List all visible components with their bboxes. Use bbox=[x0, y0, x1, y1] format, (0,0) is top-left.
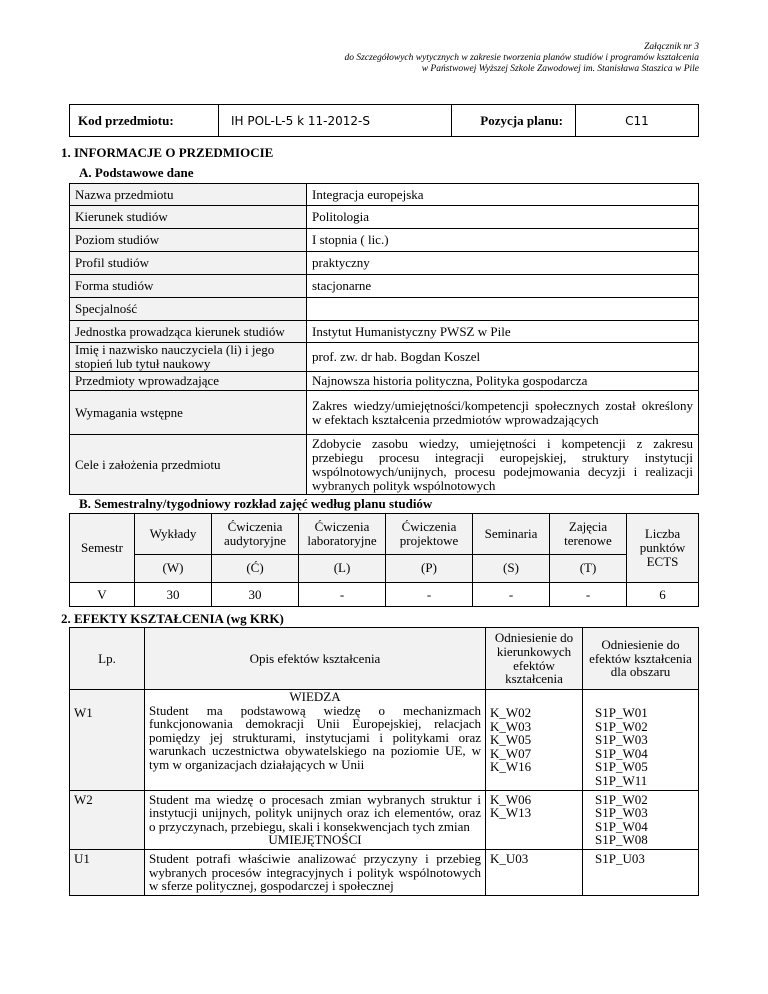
row-value: Najnowsza historia polityczna, Polityka gospodarcza bbox=[307, 372, 699, 391]
plan-position-label: Pozycja planu: bbox=[452, 105, 576, 137]
table-row bbox=[70, 849, 699, 895]
hours-value: 30 bbox=[135, 583, 212, 607]
attachment-header bbox=[345, 42, 699, 75]
area-ref: S1P_W03 bbox=[595, 805, 648, 821]
row-label: Jednostka prowadząca kierunek studiów bbox=[70, 321, 307, 343]
area-ref: S1P_W05 bbox=[595, 759, 648, 775]
outcome-lp: W2 bbox=[70, 790, 145, 849]
column-abbr: (S) bbox=[473, 554, 550, 583]
outcomes-header-row bbox=[70, 628, 699, 690]
row-label: Nazwa przedmiotu bbox=[70, 184, 307, 206]
table-row bbox=[70, 790, 699, 849]
row-label: Kierunek studiów bbox=[70, 206, 307, 229]
table-row bbox=[70, 372, 699, 391]
table-row bbox=[70, 298, 699, 321]
row-label: Poziom studiów bbox=[70, 229, 307, 252]
field-ref: K_W03 bbox=[490, 718, 532, 734]
area-references bbox=[583, 790, 699, 849]
row-label: Specjalność bbox=[70, 298, 307, 321]
subsection-a-title: A. Podstawowe dane bbox=[79, 165, 194, 180]
area-ref: S1P_W01 bbox=[595, 705, 648, 720]
row-value: Zdobycie zasobu wiedzy, umiejętności i kompetencji z zakresu przebiegu procesu integracji europejskiej, struktury instytucji wspólnotowych/unijnych, procesu podejmowania decyzji i realizacji wybranych polityk wspólnotowych bbox=[307, 435, 699, 495]
row-value: prof. zw. dr hab. Bogdan Koszel bbox=[307, 343, 699, 372]
schedule-header-row bbox=[70, 514, 699, 555]
description-header: Opis efektów kształcenia bbox=[145, 628, 486, 690]
field-ref: K_W06 bbox=[490, 791, 532, 807]
row-label: Cele i założenia przedmiotu bbox=[70, 435, 307, 495]
table-row bbox=[70, 252, 699, 275]
ects-label: Liczba punktów ECTS bbox=[627, 514, 699, 583]
outcome-lp: W1 bbox=[70, 690, 145, 791]
row-value: Zakres wiedzy/umiejętności/kompetencji społecznych został określony w efektach kształcenia przedmiotów wprowadzających bbox=[307, 391, 699, 435]
row-label: Forma studiów bbox=[70, 275, 307, 298]
outcome-description: Student ma wiedzę o procesach zmian wybranych struktur i instytucji unijnych, polityk unijnych oraz ich elementów, oraz o przyczynach, przebiegu, skali i konsekwencjach tych zmian bbox=[149, 791, 481, 834]
column-abbr: (P) bbox=[386, 554, 473, 583]
column-name: Ćwiczenia laboratoryjne bbox=[299, 514, 386, 555]
table-row bbox=[70, 275, 699, 298]
area-ref: S1P_W08 bbox=[595, 832, 648, 848]
row-value: praktyczny bbox=[307, 252, 699, 275]
table-row bbox=[70, 391, 699, 435]
row-label: Przedmioty wprowadzające bbox=[70, 372, 307, 391]
group-umiejetnosci-label: UMIEJĘTNOŚCI bbox=[268, 832, 362, 848]
hours-value: - bbox=[473, 583, 550, 607]
area-ref: S1P_W04 bbox=[595, 818, 648, 834]
area-references bbox=[583, 849, 699, 895]
table-row bbox=[70, 343, 699, 372]
field-ref: K_W07 bbox=[490, 745, 532, 761]
area-ref: S1P_W04 bbox=[595, 745, 648, 761]
row-label: Wymagania wstępne bbox=[70, 391, 307, 435]
column-name: Ćwiczenia projektowe bbox=[386, 514, 473, 555]
semester-label: Semestr bbox=[70, 514, 135, 583]
field-ref: K_W05 bbox=[490, 732, 532, 748]
basic-data-table bbox=[69, 183, 699, 495]
subsection-b-title: B. Semestralny/tygodniowy rozkład zajęć według planu studiów bbox=[79, 496, 433, 511]
area-ref: S1P_W11 bbox=[595, 772, 648, 788]
field-ref: K_W13 bbox=[490, 805, 532, 821]
row-value: Politologia bbox=[307, 206, 699, 229]
field-ref: K_U03 bbox=[490, 850, 529, 866]
field-references bbox=[486, 690, 583, 791]
ects-value: 6 bbox=[627, 583, 699, 607]
course-code-box bbox=[69, 104, 699, 137]
plan-position-value: C11 bbox=[576, 105, 699, 137]
field-reference-header: Odniesienie do kierunkowych efektów kształcenia bbox=[486, 628, 583, 690]
schedule-value-row bbox=[70, 583, 699, 607]
field-references bbox=[486, 790, 583, 849]
course-code-value: IH POL-L-5 k 11-2012-S bbox=[219, 105, 452, 137]
group-wiedza-label: WIEDZA bbox=[289, 689, 341, 704]
attachment-number: Załącznik nr 3 bbox=[644, 42, 699, 52]
table-row bbox=[70, 690, 699, 791]
column-abbr: (W) bbox=[135, 554, 212, 583]
table-row bbox=[70, 435, 699, 495]
course-code-label: Kod przedmiotu: bbox=[70, 105, 219, 137]
hours-value: - bbox=[299, 583, 386, 607]
section-1-title: 1. INFORMACJE O PRZEDMIOCIE bbox=[61, 145, 274, 160]
column-name: Ćwiczenia audytoryjne bbox=[212, 514, 299, 555]
row-value: stacjonarne bbox=[307, 275, 699, 298]
column-abbr: (Ć) bbox=[212, 554, 299, 583]
row-value: Instytut Humanistyczny PWSZ w Pile bbox=[307, 321, 699, 343]
table-row bbox=[70, 229, 699, 252]
schedule-abbr-row bbox=[70, 554, 699, 583]
column-name: Wykłady bbox=[135, 514, 212, 555]
schedule-table bbox=[69, 513, 699, 607]
hours-value: - bbox=[550, 583, 627, 607]
area-reference-header: Odniesienie do efektów kształcenia dla obszaru bbox=[583, 628, 699, 690]
row-label: Imię i nazwisko nauczyciela (li) i jego stopień lub tytuł naukowy bbox=[70, 343, 307, 372]
area-ref: S1P_W02 bbox=[595, 718, 648, 734]
outcome-description: Student ma podstawową wiedzę o mechanizmach funkcjonowania demokracji Unii Europejskiej, relacjach pomiędzy jej strukturami, instytucjami i politykami oraz warunkach uczestnictwa obywatelskiego na poziomie UE, w tym w organizacjach działających w Unii bbox=[149, 702, 481, 772]
lp-header: Lp. bbox=[70, 628, 145, 690]
institution-name: w Państwowej Wyższej Szkole Zawodowej im. Stanisława Staszica w Pile bbox=[421, 64, 699, 74]
outcome-lp: U1 bbox=[70, 849, 145, 895]
section-2-title: 2. EFEKTY KSZTAŁCENIA (wg KRK) bbox=[61, 611, 284, 626]
table-row bbox=[70, 321, 699, 343]
hours-value: 30 bbox=[212, 583, 299, 607]
area-ref: S1P_W02 bbox=[595, 791, 648, 807]
area-ref: S1P_U03 bbox=[595, 850, 645, 866]
area-references bbox=[583, 690, 699, 791]
column-name: Seminaria bbox=[473, 514, 550, 555]
table-row bbox=[70, 184, 699, 206]
field-ref: K_W02 bbox=[490, 705, 532, 720]
row-value bbox=[307, 298, 699, 321]
semester-value: V bbox=[70, 583, 135, 607]
learning-outcomes-table bbox=[69, 627, 699, 896]
hours-value: - bbox=[386, 583, 473, 607]
outcome-description: Student potrafi właściwie analizować przyczyny i przebieg wybranych procesów integracyjnych i polityk wspólnotowych w sferze politycznej, gospodarczej i społecznej bbox=[145, 849, 486, 895]
column-abbr: (L) bbox=[299, 554, 386, 583]
field-ref: K_W16 bbox=[490, 759, 532, 775]
row-label: Profil studiów bbox=[70, 252, 307, 275]
attachment-reference: do Szczegółowych wytycznych w zakresie tworzenia planów studiów i programów kształcenia bbox=[344, 53, 699, 63]
column-name: Zajęcia terenowe bbox=[550, 514, 627, 555]
row-value: Integracja europejska bbox=[307, 184, 699, 206]
column-abbr: (T) bbox=[550, 554, 627, 583]
area-ref: S1P_W03 bbox=[595, 732, 648, 748]
field-references bbox=[486, 849, 583, 895]
row-value: I stopnia ( lic.) bbox=[307, 229, 699, 252]
table-row bbox=[70, 206, 699, 229]
